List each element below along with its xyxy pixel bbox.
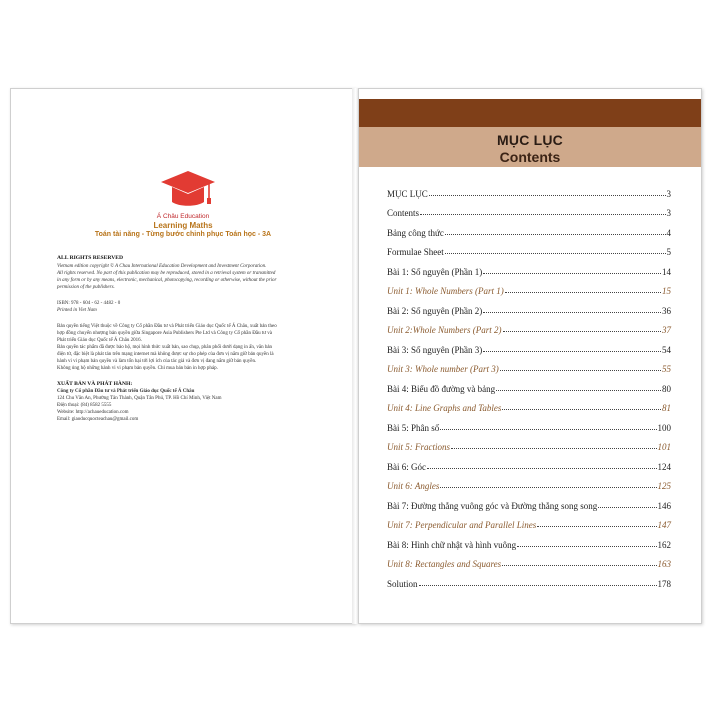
toc-entry-page: 81 — [662, 403, 671, 413]
toc-entry-label: Unit 2:Whole Numbers (Part 2) — [387, 325, 502, 335]
toc-entry — [387, 374, 671, 394]
toc-entry-leader — [496, 390, 661, 391]
toc-entry-page: 37 — [662, 325, 671, 335]
toc-entry-label: Bài 3: Số nguyên (Phần 3) — [387, 344, 483, 355]
publisher-header: XUẤT BẢN VÀ PHÁT HÀNH: — [57, 381, 133, 387]
toc-entry-page: 5 — [666, 247, 671, 257]
toc-entry-page: 3 — [666, 188, 671, 199]
toc-entry-page: 124 — [657, 461, 671, 472]
vn-copyright-line: Không ủng hộ những hành vi vi phạm bản quyền. Chỉ mua bán bản in hợp pháp. — [57, 366, 218, 371]
book-title: Learning Maths — [153, 221, 213, 230]
toc-entry-page: 101 — [657, 442, 671, 452]
publisher-name: Công ty Cổ phần Đầu tư và Phát triển Giáo dục Quốc tế Á Châu — [57, 389, 195, 394]
toc-entry — [387, 491, 671, 511]
toc-entry-leader — [502, 565, 656, 566]
toc-entry-label: Unit 5: Fractions — [387, 442, 450, 452]
toc-entry-label: Unit 1: Whole Numbers (Part 1) — [387, 286, 504, 296]
publisher-address: 124 Chu Văn An, Phường Tân Thành, Quận Tân Phú, TP. Hồ Chí Minh, Việt Nam — [57, 396, 222, 401]
copyright-page — [10, 88, 356, 624]
toc-entry-label: Unit 6: Angles — [387, 481, 440, 491]
vn-copyright-line: điện tử, đặc biệt là phát tán trên mạng internet mà không được sự cho phép của đơn vị nắm giữ bản quyền là — [57, 352, 274, 357]
toc-entry — [387, 277, 671, 297]
toc-entry-page: 55 — [662, 364, 671, 374]
isbn: ISBN: 978 - 604 - 62 - 4482 - 0 — [57, 301, 121, 306]
toc-entry — [387, 238, 671, 258]
vn-copyright-line: Bản quyền tiếng Việt thuộc về Công ty Cổ phần Đầu tư và Phát triển Giáo dục Quốc tế Á Châu, xuất bản theo — [57, 324, 277, 329]
toc-entry-label: Unit 4: Line Graphs and Tables — [387, 403, 502, 413]
toc-entry-label: Unit 7: Perpendicular and Parallel Lines — [387, 520, 537, 530]
toc-entry-page: 54 — [662, 344, 671, 355]
vn-copyright-line: hành vi vi phạm bản quyền và làm tổn hại tới lợi ích của tác giả và đơn vị đang nắm giữ bản quyền. — [57, 359, 257, 364]
toc-entry-leader — [427, 468, 657, 469]
toc-entry-leader — [598, 507, 656, 508]
toc-entry — [387, 413, 671, 433]
publisher-phone: Điện thoại: (84) 8582 5555 — [57, 403, 112, 408]
toc-entry-label: Bài 2: Số nguyên (Phần 2) — [387, 305, 483, 316]
rights-line: permission of the publishers. — [57, 285, 115, 290]
publisher-website: Website: http://achaueducation.com — [57, 410, 129, 415]
toc-entry-leader — [517, 546, 656, 547]
toc-entry-label: MỤC LỤC — [387, 188, 428, 199]
toc-entry-leader — [445, 234, 666, 235]
toc-entry-page: 146 — [657, 500, 671, 511]
legal-block — [57, 255, 325, 423]
toc-entry-label: Bảng công thức — [387, 227, 444, 238]
brand-name: Á Châu Education — [156, 213, 210, 220]
toc-entry-label: Bài 6: Góc — [387, 461, 426, 472]
toc-entry-leader — [505, 292, 661, 293]
toc-entry-label: Formulae Sheet — [387, 247, 444, 257]
toc-entry — [387, 472, 671, 492]
vn-copyright-line: Bản quyền tác phẩm đã được bảo hộ, mọi hình thức xuất bản, sao chụp, phân phối dưới dạng in ấn, văn bản — [57, 345, 273, 350]
toc-entry-leader — [502, 409, 661, 410]
toc-list — [387, 179, 671, 589]
toc-entry-page: 125 — [657, 481, 671, 491]
rights-header: ALL RIGHTS RESERVED — [57, 255, 124, 261]
toc-entry — [387, 218, 671, 238]
toc-entry — [387, 257, 671, 277]
toc-entry — [387, 550, 671, 570]
vn-copyright-line: Phát triển Giáo dục Quốc tế Á Châu 2016. — [57, 338, 142, 343]
toc-entry-page: 80 — [662, 383, 671, 394]
rights-line: Vietnam edition copyright © A Chau International Education Development and Investment Corporation. — [57, 264, 267, 269]
toc-entry-leader — [483, 273, 661, 274]
toc-entry-label: Bài 7: Đường thẳng vuông góc và Đường thẳng song song — [387, 500, 598, 511]
toc-entry-leader — [440, 429, 656, 430]
printed-in: Printed in Viet Nam — [57, 308, 97, 313]
toc-entry — [387, 179, 671, 199]
toc-entry — [387, 511, 671, 531]
toc-entry — [387, 355, 671, 375]
toc-entry-label: Bài 4: Biểu đồ đường và bảng — [387, 383, 496, 394]
toc-entry — [387, 335, 671, 355]
toc-entry-page: 14 — [662, 266, 671, 277]
book-subtitle: Toán tài năng - Từng bước chinh phục Toán học - 3A — [94, 231, 272, 238]
toc-entry-leader — [503, 331, 662, 332]
rights-line: in any form or by any means, electronic, mechanical, photocopying, recording or otherwise, without the prior — [57, 278, 277, 283]
toc-entry-leader — [483, 351, 661, 352]
graduation-cap-logo-icon — [159, 169, 217, 215]
toc-entry-page: 163 — [657, 559, 671, 569]
toc-entry-page: 36 — [662, 305, 671, 316]
toc-entry — [387, 452, 671, 472]
contents-page — [358, 88, 702, 624]
toc-entry-page: 3 — [666, 208, 671, 218]
vn-copyright-line: hợp đồng chuyển nhượng bản quyền giữa Singapore Asia Publishers Pte Ltd và Công ty Cổ phần Đầu tư và — [57, 331, 272, 336]
toc-entry-page: 178 — [657, 578, 671, 589]
toc-entry — [387, 316, 671, 336]
toc-entry-label: Solution — [387, 578, 418, 589]
toc-entry-leader — [445, 253, 666, 254]
toc-entry — [387, 394, 671, 414]
toc-entry-page: 4 — [666, 227, 671, 238]
toc-title: MỤC LỤC — [497, 132, 563, 148]
toc-entry-leader — [483, 312, 661, 313]
toc-entry-page: 162 — [657, 539, 671, 550]
toc-entry-leader — [419, 585, 657, 586]
header-band-dark — [359, 99, 701, 127]
toc-entry-leader — [420, 214, 665, 215]
toc-entry-leader — [440, 487, 656, 488]
toc-entry-label: Unit 8: Rectangles and Squares — [387, 559, 502, 569]
toc-entry-label: Bài 1: Số nguyên (Phần 1) — [387, 266, 483, 277]
toc-entry — [387, 296, 671, 316]
toc-entry-page: 100 — [657, 422, 671, 433]
publisher-email: Email: giaoducquocteachau@gmail.com — [57, 417, 139, 422]
toc-entry-page: 147 — [657, 520, 671, 530]
toc-entry-label: Contents — [387, 208, 420, 218]
rights-line: All rights reserved. No part of this publication may be reproduced, stored in a retrieval system or transmitted — [57, 271, 276, 276]
toc-entry-leader — [537, 526, 656, 527]
toc-entry — [387, 433, 671, 453]
toc-entry-leader — [500, 370, 661, 371]
toc-entry-label: Unit 3: Whole number (Part 3) — [387, 364, 499, 374]
toc-entry-page: 15 — [662, 286, 671, 296]
toc-entry — [387, 530, 671, 550]
toc-subtitle: Contents — [499, 149, 561, 165]
toc-entry-leader — [451, 448, 657, 449]
toc-entry — [387, 569, 671, 589]
toc-entry-label: Bài 5: Phân số — [387, 422, 440, 433]
toc-entry-label: Bài 8: Hình chữ nhật và hình vuông — [387, 539, 517, 550]
toc-entry — [387, 199, 671, 219]
toc-entry-leader — [429, 195, 666, 196]
